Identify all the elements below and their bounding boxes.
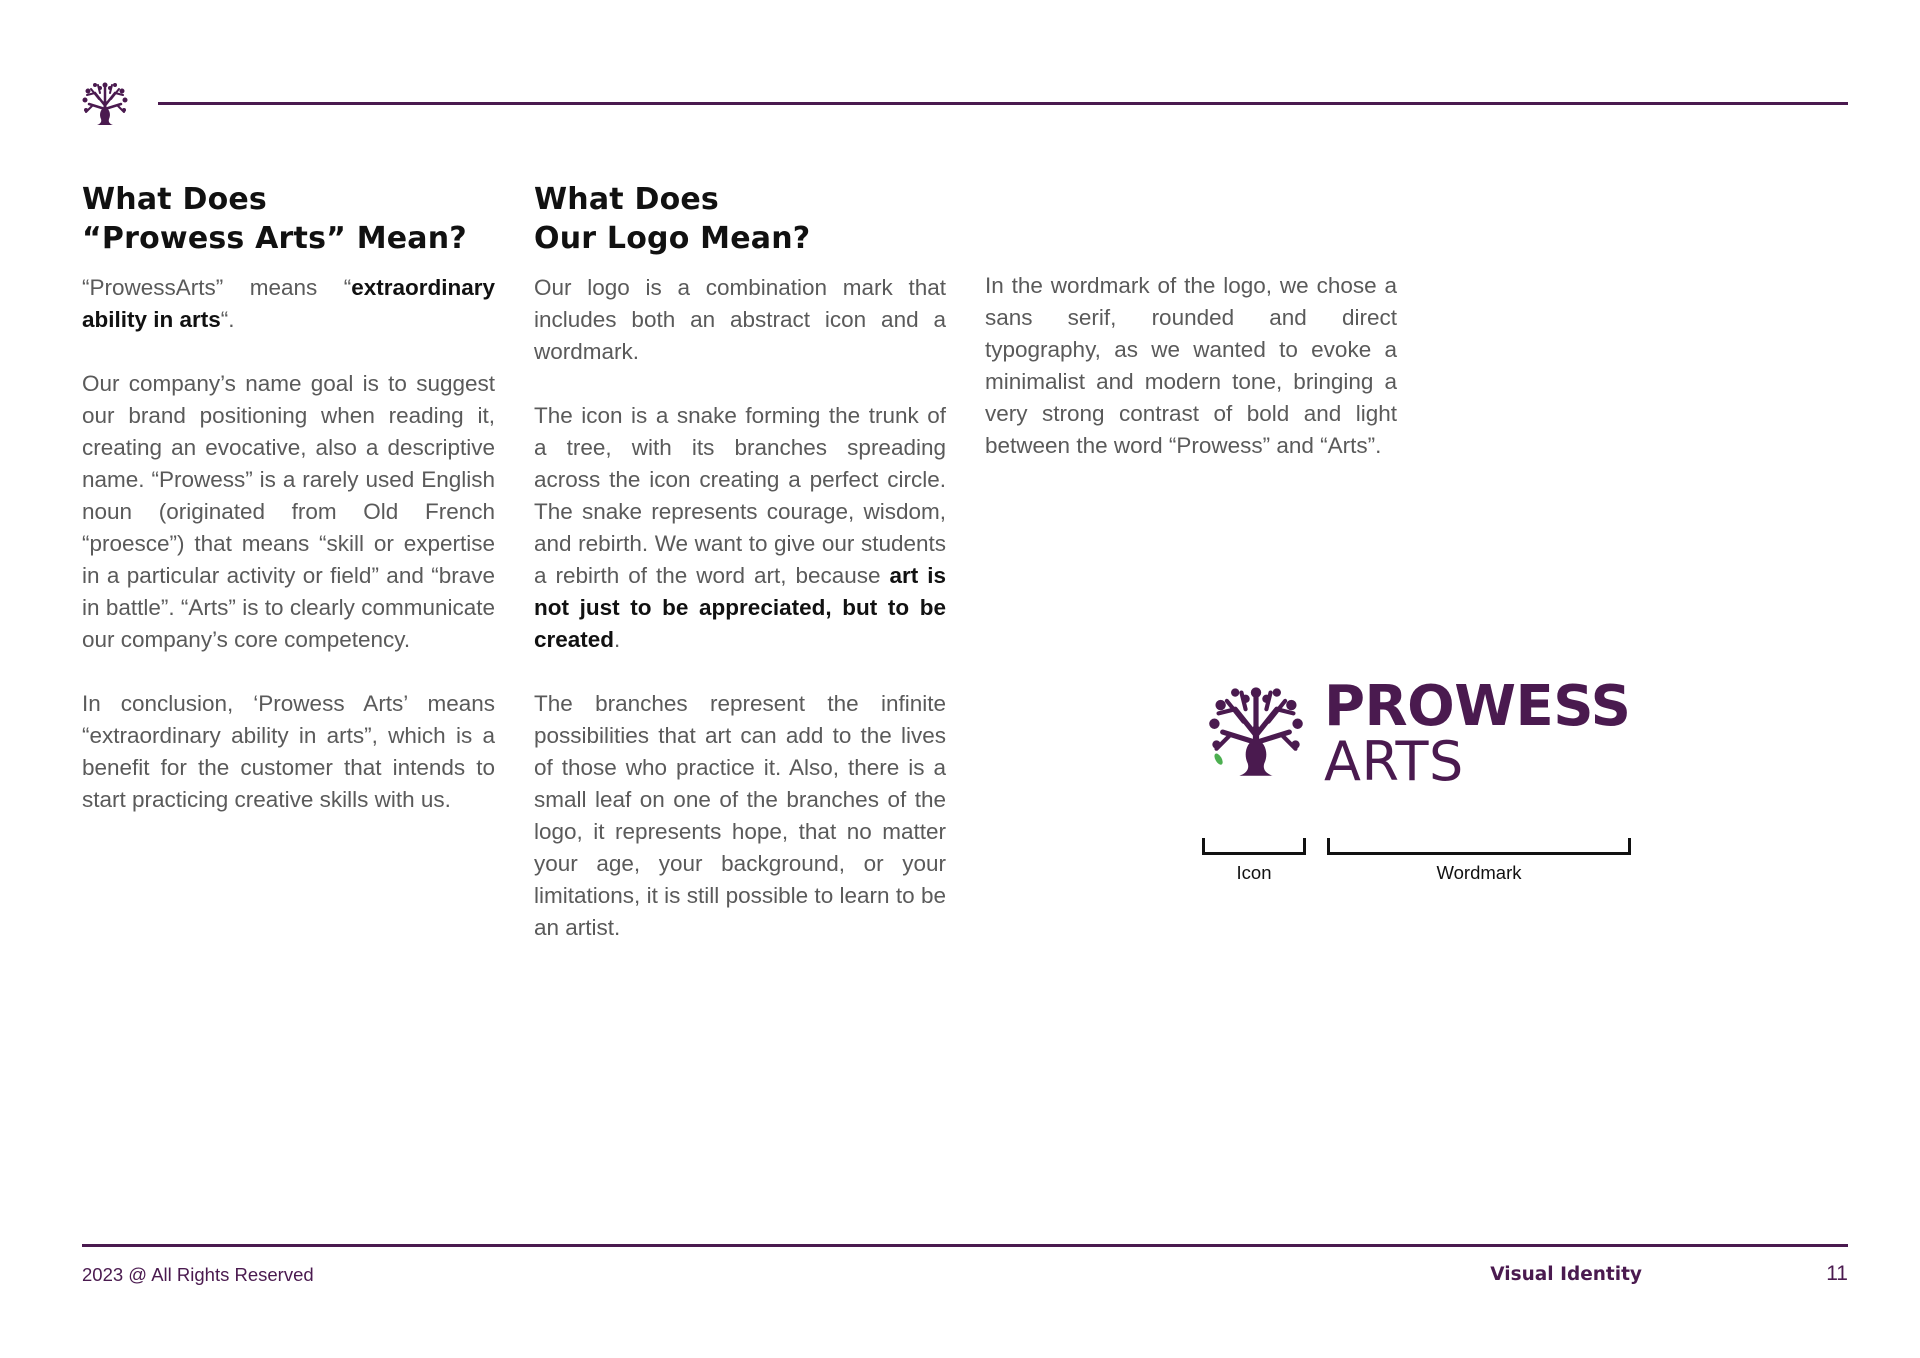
prowess-meaning-paragraph-2: Our company’s name goal is to suggest our brand positioning when reading it, creating an evocative, also a descriptive name. “Prowess” is a rarely used English noun (originated from Old French “proesce”) that means “skill or expertise in a particular activity or field” and “brave in battle”. “Arts” is to clearly communicate our company’s core competency.	[82, 371, 495, 652]
prowess-meaning-paragraph-3: In conclusion, ‘Prowess Arts’ means “extraordinary ability in arts”, which is a benefit for the customer that intends to start practicing creative skills with us.	[82, 691, 495, 812]
logo-meaning-paragraph-1: Our logo is a combination mark that includes both an abstract icon and a wordmark.	[534, 275, 946, 364]
icon-label: Icon	[1236, 862, 1272, 883]
wordmark-bracket	[1327, 838, 1631, 855]
wordmark-label: Wordmark	[1436, 862, 1522, 883]
prowess-arts-logo	[1204, 674, 1634, 793]
logo-meaning-paragraph-2: The icon is a snake forming the trunk of a tree, with its branches spreading across the icon creating a perfect circle. The snake represents courage, wisdom, and rebirth. We want to give our students a rebirth of the word art, because art is not just to be appreciated, but to be created.	[534, 403, 947, 652]
tree-snake-logo-icon	[1204, 678, 1308, 782]
wordmark-column	[985, 270, 1397, 462]
page-number: 11	[1826, 1262, 1848, 1285]
prowess-meaning-paragraph-1: “ProwessArts” means “extraordinary ability in arts“.	[82, 275, 495, 332]
logo-meaning-paragraph-3: The branches represent the infinite possibilities that art can add to the lives of those who practice it. Also, there is a small leaf on one of the branches of the logo, it represents hope, that no matter your age, your background, or your limitations, it is still possible to learn to be an artist.	[534, 691, 946, 940]
wordmark-arts: ARTS	[1324, 730, 1464, 793]
leaf-icon	[1213, 752, 1225, 766]
prowess-meaning-column	[82, 180, 495, 816]
tree-snake-logo-icon	[80, 78, 130, 128]
wordmark-prowess: PROWESS	[1324, 674, 1631, 739]
logo-meaning-column	[534, 180, 946, 944]
footer-section-title: Visual Identity	[1490, 1264, 1642, 1285]
wordmark-paragraph: In the wordmark of the logo, we chose a sans serif, rounded and direct typography, as we wanted to evoke a minimalist and modern tone, bringing a very strong contrast of bold and light between the word “Prowess” and “Arts”.	[985, 273, 1397, 458]
footer-rule	[82, 1244, 1848, 1247]
header-rule	[158, 102, 1848, 105]
logo-meaning-heading: What Does Our Logo Mean?	[534, 182, 811, 256]
prowess-meaning-heading: What Does “Prowess Arts” Mean?	[82, 182, 467, 256]
icon-bracket	[1202, 838, 1306, 855]
wordmark	[1324, 674, 1631, 793]
footer-copyright: 2023 @ All Rights Reserved	[82, 1264, 314, 1285]
